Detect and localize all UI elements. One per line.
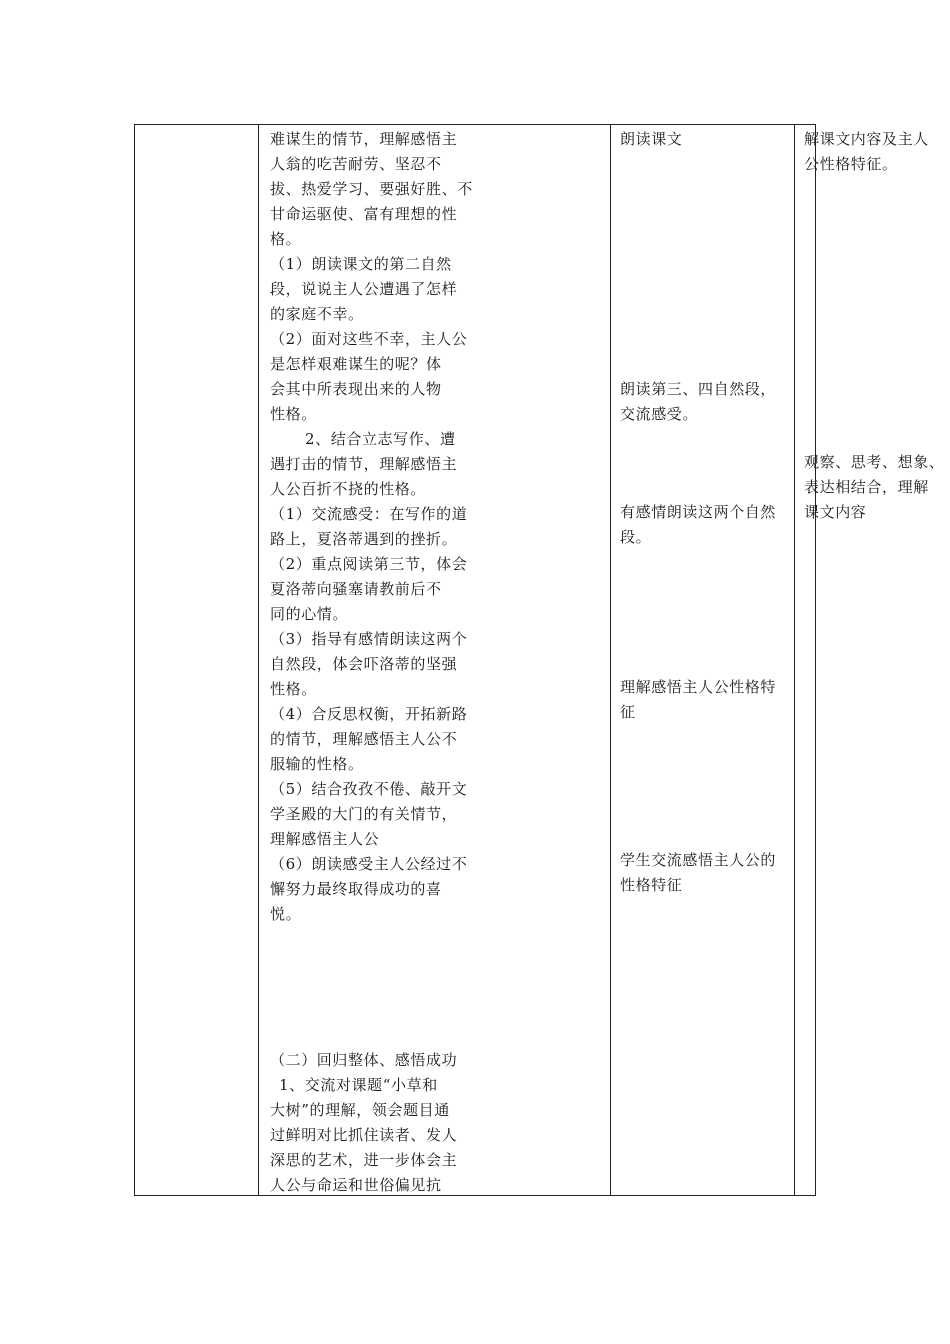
text-line: 理解感悟主人公性格特: [620, 678, 777, 696]
column-empty: [135, 125, 259, 1195]
text-line: 格。: [270, 230, 302, 248]
text-line: 学圣殿的大门的有关情节，: [270, 805, 458, 823]
text-line: 遇打击的情节，理解感悟主: [270, 455, 458, 473]
text-line: 自然段，体会吓洛蒂的坚强: [270, 655, 458, 673]
text-line: 会其中所表现出来的人物: [270, 380, 442, 398]
text-line: （6）朗读感受主人公经过不: [270, 855, 468, 873]
text-line: 的家庭不幸。: [270, 305, 364, 323]
text-line: 路上，夏洛蒂遇到的挫折。: [270, 530, 458, 548]
text-line: 朗读课文: [620, 130, 683, 148]
text-line: 深思的艺术，进一步体会主: [270, 1151, 458, 1169]
text-line: 服输的性格。: [270, 755, 364, 773]
text-line: 拔、热爱学习、要强好胜、不: [270, 180, 473, 198]
lesson-plan-table: [134, 124, 945, 1196]
text-line: （1）朗读课文的第二自然: [270, 255, 452, 273]
text-line: 同的心情。: [270, 605, 349, 623]
text-line: 懈努力最终取得成功的喜: [270, 880, 442, 898]
text-line: 课文内容: [804, 503, 867, 521]
text-line: 征: [620, 703, 636, 721]
text-line: 甘命运驱使、富有理想的性: [270, 205, 458, 223]
text-line: 朗读第三、四自然段，: [620, 380, 777, 398]
text-line: 大树”的理解，领会题目通: [270, 1101, 450, 1119]
text-line: （5）结合孜孜不倦、敲开文: [270, 780, 468, 798]
column-student-activities: [611, 125, 795, 1195]
column-teacher-activities: [259, 125, 611, 1195]
text-line: 难谋生的情节，理解感悟主: [270, 130, 458, 148]
text-line: 性格。: [270, 680, 317, 698]
text-line: 理解感悟主人公: [270, 830, 380, 848]
text-line: （4）合反思权衡，开拓新路: [270, 705, 468, 723]
text-line: （2）面对这些不幸，主人公: [270, 330, 468, 348]
column-design-intent: [795, 125, 949, 1195]
text-line: 人公百折不挠的性格。: [270, 480, 427, 498]
text-line: 学生交流感悟主人公的: [620, 851, 777, 869]
text-line: 夏洛蒂向骚塞请教前后不: [270, 580, 442, 598]
text-line: 表达相结合，理解: [804, 478, 929, 496]
text-line: 是怎样艰难谋生的呢？体: [270, 355, 442, 373]
text-line: 公性格特征。: [804, 155, 898, 173]
text-line: 性格。: [270, 405, 317, 423]
text-line: 观察、思考、想象、: [804, 453, 945, 471]
text-line: 1、交流对课题“小草和: [279, 1076, 438, 1094]
text-line: 人翁的吃苦耐劳、坚忍不: [270, 155, 442, 173]
text-line: 段，说说主人公遭遇了怎样: [270, 280, 458, 298]
text-line: 2、结合立志写作、遭: [305, 430, 456, 448]
section-heading: （二）回归整体、感悟成功: [270, 1051, 458, 1069]
text-line: 段。: [620, 528, 652, 546]
text-line: （1）交流感受：在写作的道: [270, 505, 468, 523]
text-line: （3）指导有感情朗读这两个: [270, 630, 468, 648]
text-line: 悦。: [270, 905, 302, 923]
text-line: 的情节，理解感悟主人公不: [270, 730, 458, 748]
text-line: 交流感受。: [620, 405, 699, 423]
text-line: 解课文内容及主人: [804, 130, 929, 148]
text-line: 人公与命运和世俗偏见抗: [270, 1176, 442, 1194]
text-line: 有感情朗读这两个自然: [620, 503, 777, 521]
text-line: 性格特征: [620, 876, 683, 894]
text-line: （2）重点阅读第三节，体会: [270, 555, 468, 573]
text-line: 过鲜明对比抓住读者、发人: [270, 1126, 458, 1144]
